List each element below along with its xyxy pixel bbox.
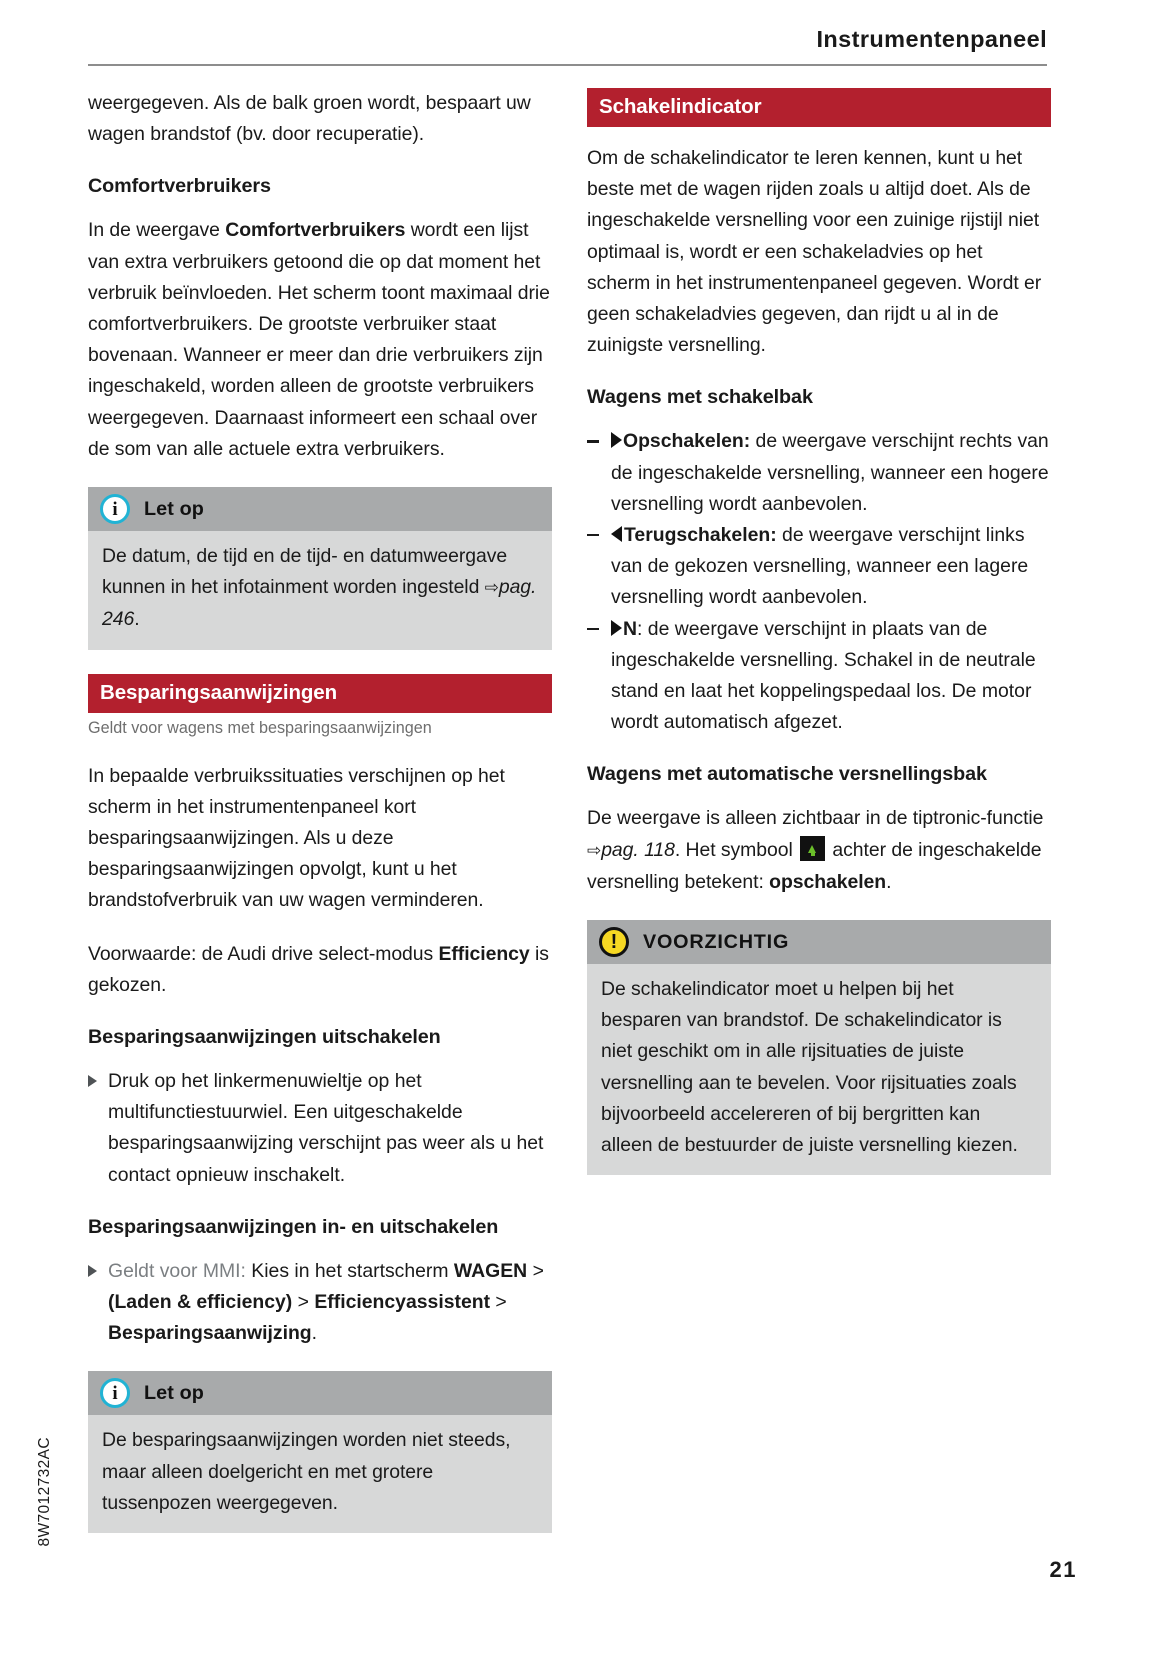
note-box-title: Let op <box>144 497 204 520</box>
page-reference[interactable]: pag. 118 <box>601 838 675 861</box>
uitschakelen-bullet-list <box>88 1066 552 1191</box>
list-item-text: de weergave verschijnt links van de gekozen versnelling, wanneer een lagere versnelling wordt aanbevolen. <box>611 524 1029 609</box>
intro-paragraph: weergegeven. Als de balk groen wordt, bespaart uw wagen brandstof (bv. door recuperatie). <box>88 92 531 146</box>
mmi-text-end: . <box>311 1322 318 1345</box>
list-item-label: N <box>623 617 638 640</box>
automaat-text-end: . <box>886 870 892 893</box>
page-header <box>88 26 1047 53</box>
wagens-met-automaat-heading: Wagens met automatische versnellingsbak <box>587 763 987 786</box>
mmi-text-1: Kies in het startscherm <box>245 1259 454 1282</box>
reference-arrow-icon: ⇨ <box>587 840 602 861</box>
left-column <box>88 88 552 1557</box>
note-text-1: De datum, de tijd en de tijd- en datumweergave kunnen in het infotainment worden ingesteld <box>102 545 508 599</box>
list-item <box>587 520 1051 614</box>
comfort-text-1: In de weergave <box>88 219 226 242</box>
caution-box-text: De schakelindicator moet u helpen bij het besparen van brandstof. De schakelindicator is niet geschikt om in alle rijsituaties de juiste versnelling aan te bevelen. Voor rijsituaties zoals bijvoorbeeld accelereren of bij bergritten kan alleen de bestuurder de juiste versnelling kiezen. <box>601 978 1018 1157</box>
besparings-paragraph-1: In bepaalde verbruikssituaties verschijnen op het scherm in het instrumentenpaneel kort besparingsaanwijzingen. Als u deze besparingsaanwijzingen opvolgt, kunt u het brandstofverbruik van uw wagen verminderen. <box>88 764 505 912</box>
automaat-text-mid2: achter de ingeschakelde versnelling betekent: <box>587 838 1042 893</box>
dash-bullet-icon <box>587 534 599 536</box>
mmi-menu-besparingsaanwijzing: Besparingsaanwijzing <box>108 1322 312 1345</box>
list-item-text: de weergave verschijnt rechts van de ingeschakelde versnelling, wanneer een hogere versnelling wordt aanbevolen. <box>611 430 1049 515</box>
schakelbak-dash-list <box>587 426 1051 738</box>
caution-icon: ! <box>599 927 629 957</box>
voorwaarde-text-pre: Voorwaarde: de Audi drive select-modus <box>88 942 439 965</box>
comfortverbruikers-heading: Comfortverbruikers <box>88 175 271 198</box>
note-box-datum <box>88 487 552 650</box>
note-box-besparingsaanwijzingen <box>88 1371 552 1533</box>
uitschakelen-heading: Besparingsaanwijzingen uitschakelen <box>88 1026 441 1049</box>
note-text-2: . <box>134 608 140 631</box>
voorwaarde-bold: Efficiency <box>438 942 530 965</box>
mmi-bullet-list <box>88 1256 552 1350</box>
list-item-text: Druk op het linkermenuwieltje op het multifunctiestuurwiel. Een uitgeschakelde besparingsaanwijzing verschijnt pas weer als u het contact opnieuw inschakelt. <box>108 1070 544 1186</box>
list-item-text: : de weergave verschijnt in plaats van de ingeschakelde versnelling. Schakel in de neutrale stand en laat het koppelingspedaal los. De motor wordt automatisch afgezet. <box>611 617 1036 734</box>
automaat-paragraph <box>587 803 1051 898</box>
list-item-label: Opschakelen: <box>623 430 751 453</box>
section-bar-besparingsaanwijzingen: Besparingsaanwijzingen <box>88 674 552 713</box>
list-item <box>587 614 1051 739</box>
note-box-body <box>88 1415 552 1533</box>
mmi-menu-wagen: WAGEN <box>453 1259 528 1282</box>
comfortverbruikers-paragraph <box>88 215 552 465</box>
list-item-label: Terugschakelen: <box>624 524 777 547</box>
list-item <box>88 1256 552 1350</box>
wagens-met-schakelbak-heading: Wagens met schakelbak <box>587 386 813 409</box>
note-box-header <box>88 1371 552 1415</box>
automaat-text-pre: De weergave is alleen zichtbaar in de tiptronic-functie <box>587 807 1044 830</box>
comfort-text-2: wordt een lijst van extra verbruikers getoond die op dat moment het verbruik beïnvloeden. Het scherm toont maximaal drie comfortverbruikers. De grootste verbruiker staat bovenaan. Wanneer er meer dan drie verbruikers zijn ingeschakeld, worden alleen de grootste verbruikers weergegeven. Daarnaast informeert een schaal over de som van alle actuele extra verbruikers. <box>88 219 550 460</box>
note-box-text: De besparingsaanwijzingen worden niet steeds, maar alleen doelgericht en met grotere tussenpozen weergegeven. <box>102 1429 511 1514</box>
dash-bullet-icon <box>587 628 599 630</box>
right-column <box>587 88 1051 1199</box>
section-bar-schakelindicator: Schakelindicator <box>587 88 1051 127</box>
besparings-paragraph-2 <box>88 939 552 1001</box>
gear-down-arrow-icon <box>611 526 622 542</box>
triangle-bullet-icon <box>88 1075 97 1087</box>
list-item <box>88 1066 552 1191</box>
header-divider <box>88 64 1047 66</box>
info-icon: i <box>100 494 130 524</box>
automaat-bold: opschakelen <box>769 870 887 893</box>
schakelindicator-paragraph-1: Om de schakelindicator te leren kennen, kunt u het beste met de wagen rijden zoals u altijd doet. Als de ingeschakelde versnelling voor een zuinige rijstijl niet optimaal is, wordt er een schakeladvies op het scherm in het instrumentenpaneel gegeven. Wordt er geen schakeladvies gegeven, dan rijdt u al in de zuinigste versnelling. <box>587 147 1042 357</box>
gear-up-arrow-icon <box>611 432 622 448</box>
triangle-bullet-icon <box>88 1265 97 1277</box>
info-icon: i <box>100 1378 130 1408</box>
dash-bullet-icon <box>587 440 599 442</box>
list-item <box>587 426 1051 520</box>
caution-box-header <box>587 920 1051 964</box>
mmi-menu-laden-efficiency: (Laden & efficiency) <box>108 1291 293 1314</box>
note-box-text <box>102 541 538 636</box>
page-reference[interactable]: pag. 246 <box>102 576 537 631</box>
mmi-sep-3: > <box>490 1291 507 1314</box>
voorwaarde-text-post: is gekozen. <box>88 942 549 996</box>
note-box-body <box>88 531 552 650</box>
caution-box-title: VOORZICHTIG <box>643 930 790 953</box>
caution-box <box>587 920 1051 1175</box>
document-code: 8W7012732AC <box>36 1437 53 1547</box>
comfort-text-bold: Comfortverbruikers <box>225 219 406 242</box>
mmi-menu-efficiencyassistent: Efficiencyassistent <box>314 1291 491 1314</box>
mmi-applies-to-label: Geldt voor MMI: <box>108 1259 246 1282</box>
mmi-sep-1: > <box>527 1259 544 1282</box>
gear-up-arrow-icon <box>611 620 622 636</box>
note-box-header <box>88 487 552 531</box>
caution-box-body <box>587 964 1051 1175</box>
page-number: 21 <box>1049 1557 1077 1582</box>
in-en-uitschakelen-heading: Besparingsaanwijzingen in- en uitschakelen <box>88 1215 499 1238</box>
section-subtitle-besparingsaanwijzingen: Geldt voor wagens met besparingsaanwijzingen <box>88 718 432 737</box>
page-header-title: Instrumentenpaneel <box>816 26 1047 52</box>
reference-arrow-icon: ⇨ <box>484 578 499 599</box>
automaat-text-mid: . Het symbool <box>674 838 799 861</box>
mmi-sep-2: > <box>292 1291 315 1314</box>
note-box-title: Let op <box>144 1381 204 1404</box>
shift-up-symbol-icon <box>800 836 825 861</box>
